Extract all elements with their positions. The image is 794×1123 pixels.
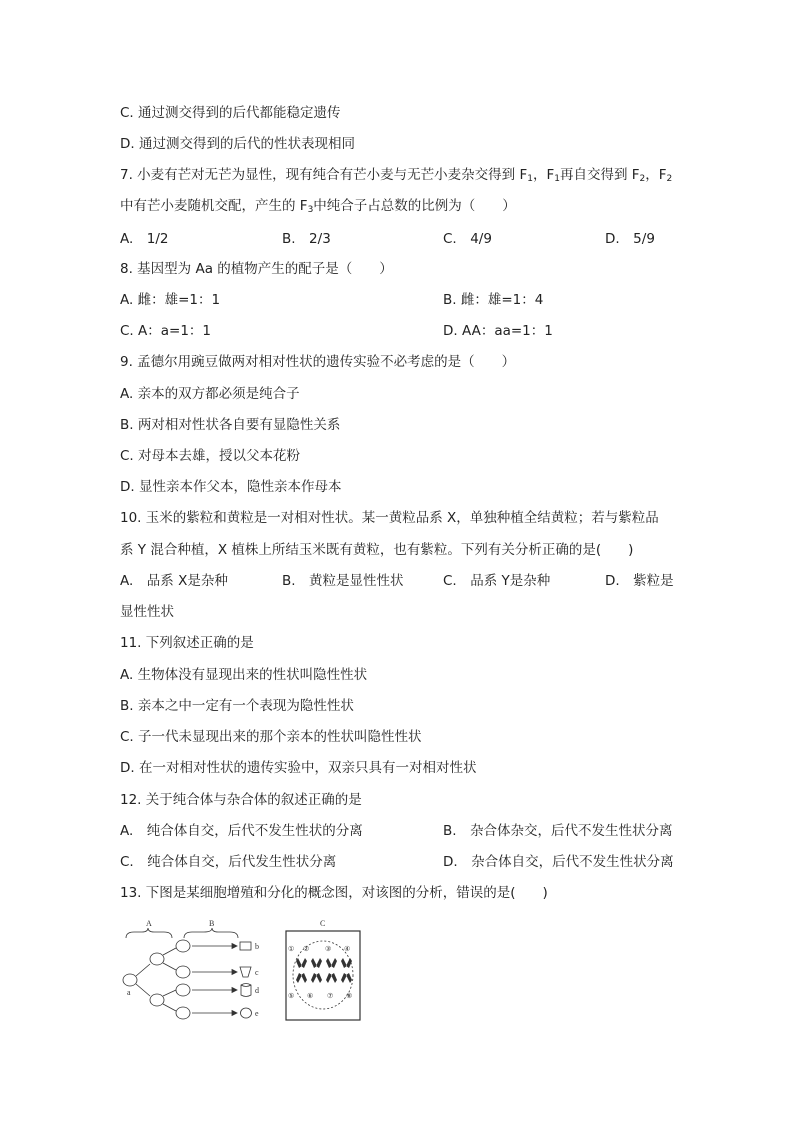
q11-option-d: D. 在一对相对性状的遗传实验中，双亲只具有一对相对性状	[120, 760, 477, 776]
cell-e	[241, 1008, 252, 1018]
cell-proliferation-differentiation-figure	[120, 918, 370, 1024]
q10-option-b: B. 黄粒是显性性状	[282, 573, 404, 589]
q6-option-d: D. 通过测交得到的后代的性状表现相同	[120, 136, 355, 152]
q10-option-d: D. 紫粒是	[605, 573, 674, 589]
svg-text:②: ②	[303, 945, 310, 953]
differentiation-arrows	[192, 944, 237, 1016]
q10-option-d-continued: 显性性状	[120, 604, 174, 620]
q7-stem-line2: 中有芒小麦随机交配，产生的 $F_3$中纯合子占总数的比例为（ ）	[120, 198, 516, 215]
q10-option-c: C. 品系 Y是杂种	[443, 573, 551, 589]
q12-option-c: C. 纯合体自交，后代发生性状分离	[120, 854, 337, 870]
svg-text:④: ④	[344, 945, 351, 953]
svg-text:⑧: ⑧	[346, 992, 353, 1000]
q7-option-d: D. 5/9	[605, 231, 655, 247]
q7-option-c: C. 4/9	[443, 231, 492, 247]
q11-option-a: A. 生物体没有显现出来的性状叫隐性性状	[120, 667, 368, 683]
label-c: c	[255, 968, 259, 977]
q9-option-b: B. 两对相对性状各自要有显隐性关系	[120, 417, 341, 433]
brace-a	[126, 928, 172, 938]
phase-labels	[288, 945, 352, 1000]
label-b: b	[255, 942, 259, 951]
cell-level1-top	[150, 953, 164, 965]
q8-option-c: C. A：a=1：1	[120, 323, 212, 339]
q11-option-b: B. 亲本之中一定有一个表现为隐性性状	[120, 698, 354, 714]
q8-stem: 8. 基因型为 Aa 的植物产生的配子是（ ）	[120, 261, 393, 277]
q12-stem: 12. 关于纯合体与杂合体的叙述正确的是	[120, 792, 362, 808]
label-B: B	[209, 919, 215, 928]
svg-text:⑤: ⑤	[288, 992, 295, 1000]
cell-level1-bottom	[150, 994, 164, 1006]
q11-option-c: C. 子一代未显现出来的那个亲本的性状叫隐性性状	[120, 729, 422, 745]
svg-text:⑦: ⑦	[327, 992, 334, 1000]
q12-option-b: B. 杂合体杂交，后代不发生性状分离	[443, 823, 673, 839]
q9-option-c: C. 对母本去雄，授以父本花粉	[120, 448, 301, 464]
brace-b	[184, 928, 238, 938]
label-A: A	[146, 919, 152, 928]
q12-option-a: A. 纯合体自交，后代不发生性状的分离	[120, 823, 363, 839]
q8-option-d: D. AA：aa=1：1	[443, 323, 553, 339]
q7-stem-line1: 7. 小麦有芒对无芒为显性，现有纯合有芒小麦与无芒小麦杂交得到 $F_1$，$F_1$再自交得到 $F_2$，$F_2$	[120, 167, 673, 184]
cell-c	[240, 967, 251, 977]
label-d: d	[255, 986, 259, 995]
q9-option-a: A. 亲本的双方都必须是纯合子	[120, 386, 300, 402]
label-a: a	[127, 988, 131, 997]
cell-level2-1	[176, 940, 190, 952]
q7-option-a: A. 1/2	[120, 231, 169, 247]
label-C: C	[320, 919, 326, 928]
cell-b	[240, 942, 251, 950]
q12-option-d: D. 杂合体自交，后代不发生性状分离	[443, 854, 674, 870]
cell-level2-4	[176, 1007, 190, 1019]
chromosome-pairs	[296, 958, 352, 983]
q10-stem-line1: 10. 玉米的紫粒和黄粒是一对相对性状。某一黄粒品系 X，单独种植全结黄粒；若与紫粒品	[120, 510, 659, 526]
q10-stem-line2: 系 Y 混合种植，X 植株上所结玉米既有黄粒，也有紫粒。下列有关分析正确的是( )	[120, 542, 634, 558]
q9-stem: 9. 孟德尔用豌豆做两对相对性状的遗传实验不必考虑的是（ ）	[120, 354, 516, 370]
q8-option-a: A. 雌：雄=1：1	[120, 292, 221, 308]
svg-text:③: ③	[325, 945, 332, 953]
q9-option-d: D. 显性亲本作父本，隐性亲本作母本	[120, 479, 342, 495]
cell-level2-3	[176, 984, 190, 996]
cell-a	[123, 974, 137, 986]
q6-option-c: C. 通过测交得到的后代都能稳定遗传	[120, 105, 341, 121]
svg-text:①: ①	[288, 945, 295, 953]
q10-option-a: A. 品系 X是杂种	[120, 573, 228, 589]
q13-stem: 13. 下图是某细胞增殖和分化的概念图，对该图的分析，错误的是( )	[120, 885, 548, 901]
q7-option-b: B. 2/3	[282, 231, 331, 247]
cell-d	[241, 984, 251, 997]
svg-text:⑥: ⑥	[307, 992, 314, 1000]
q11-stem: 11. 下列叙述正确的是	[120, 635, 254, 651]
cell-level2-2	[176, 966, 190, 978]
label-e: e	[255, 1009, 259, 1018]
q8-option-b: B. 雌：雄=1：4	[443, 292, 544, 308]
